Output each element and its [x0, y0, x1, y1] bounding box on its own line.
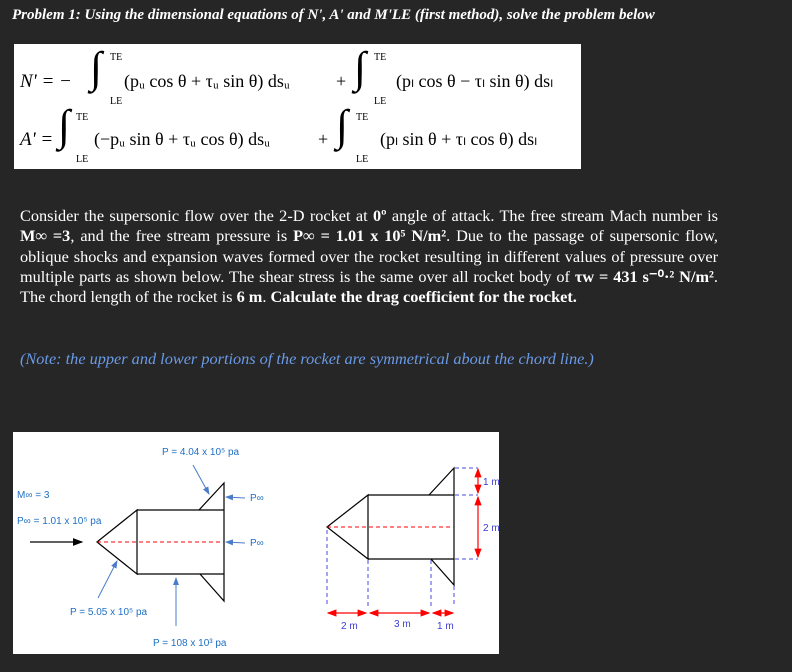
- a-term1: (−pᵤ sin θ + τᵤ cos θ) dsᵤ: [94, 129, 270, 149]
- text: . The chord length of the rocket is: [20, 266, 718, 307]
- note: (Note: the upper and lower portions of the rocket are symmetrical about the chord line.): [20, 349, 594, 368]
- n-lhs: N' = −: [20, 71, 72, 92]
- text: angle of attack. The free stream Mach number is: [386, 206, 718, 225]
- mach-label: M∞ = 3: [17, 490, 50, 501]
- upper-limit: TE: [374, 52, 387, 63]
- problem-title: Problem 1: Using the dimensional equations of N', A' and M'LE (first method), solve the problem below: [12, 7, 655, 23]
- dim-fin-height: 1 m: [483, 477, 500, 488]
- dim-fin: 1 m: [437, 621, 454, 632]
- mach: M∞ =3: [20, 226, 71, 246]
- lower-limit: LE: [110, 96, 123, 107]
- integral-icon: ∫: [336, 101, 349, 150]
- ask: Calculate the drag coefficient for the rocket.: [270, 287, 577, 307]
- p-top-label: P = 4.04 x 10⁵ pa: [162, 447, 240, 458]
- p-base2-label: P∞: [250, 538, 264, 549]
- plus: +: [336, 71, 347, 91]
- a-lhs: A' =: [20, 129, 54, 150]
- dim-cone: 2 m: [341, 621, 358, 632]
- n-term1: (pᵤ cos θ + τᵤ sin θ) dsᵤ: [124, 71, 290, 91]
- p-cone-label: P = 5.05 x 10⁵ pa: [70, 607, 148, 618]
- text: , and the free stream pressure is: [70, 226, 294, 246]
- n-term2: (pₗ cos θ − τₗ sin θ) dsₗ: [396, 71, 554, 91]
- integral-icon: ∫: [58, 101, 71, 150]
- lower-limit: LE: [356, 154, 369, 165]
- text: Consider the supersonic flow over the 2-D rocket at: [20, 206, 374, 225]
- lower-limit: LE: [76, 154, 89, 165]
- chord: 6 m: [236, 287, 263, 307]
- pinf: P∞ = 1.01 x 10⁵ N/m²: [293, 226, 447, 246]
- a-term2: (pₗ sin θ + τₗ cos θ) dsₗ: [380, 129, 538, 149]
- pinf-label: P∞ = 1.01 x 10⁵ pa: [17, 516, 102, 527]
- dim-body: 3 m: [394, 619, 411, 630]
- tau: τw = 431 s⁻⁰·² N/m²: [574, 266, 714, 286]
- upper-limit: TE: [356, 112, 369, 123]
- plus: +: [318, 129, 329, 149]
- integral-icon: ∫: [90, 44, 103, 92]
- integral-icon: ∫: [354, 44, 367, 92]
- upper-limit: TE: [76, 112, 89, 123]
- p-body-label: P = 108 x 10³ pa: [153, 638, 227, 649]
- aoa: 0º: [373, 206, 387, 225]
- dim-body-height: 2 m: [483, 523, 500, 534]
- text: . Due to the passage of supersonic flow, oblique shocks and expansion waves formed over the rocket resulting in different values of pressure over multiple parts as shown below. The shear stress is the same over all rocket body of: [20, 226, 718, 286]
- upper-limit: TE: [110, 52, 123, 63]
- p-base1-label: P∞: [250, 493, 264, 504]
- text: .: [262, 287, 271, 307]
- lower-limit: LE: [374, 96, 387, 107]
